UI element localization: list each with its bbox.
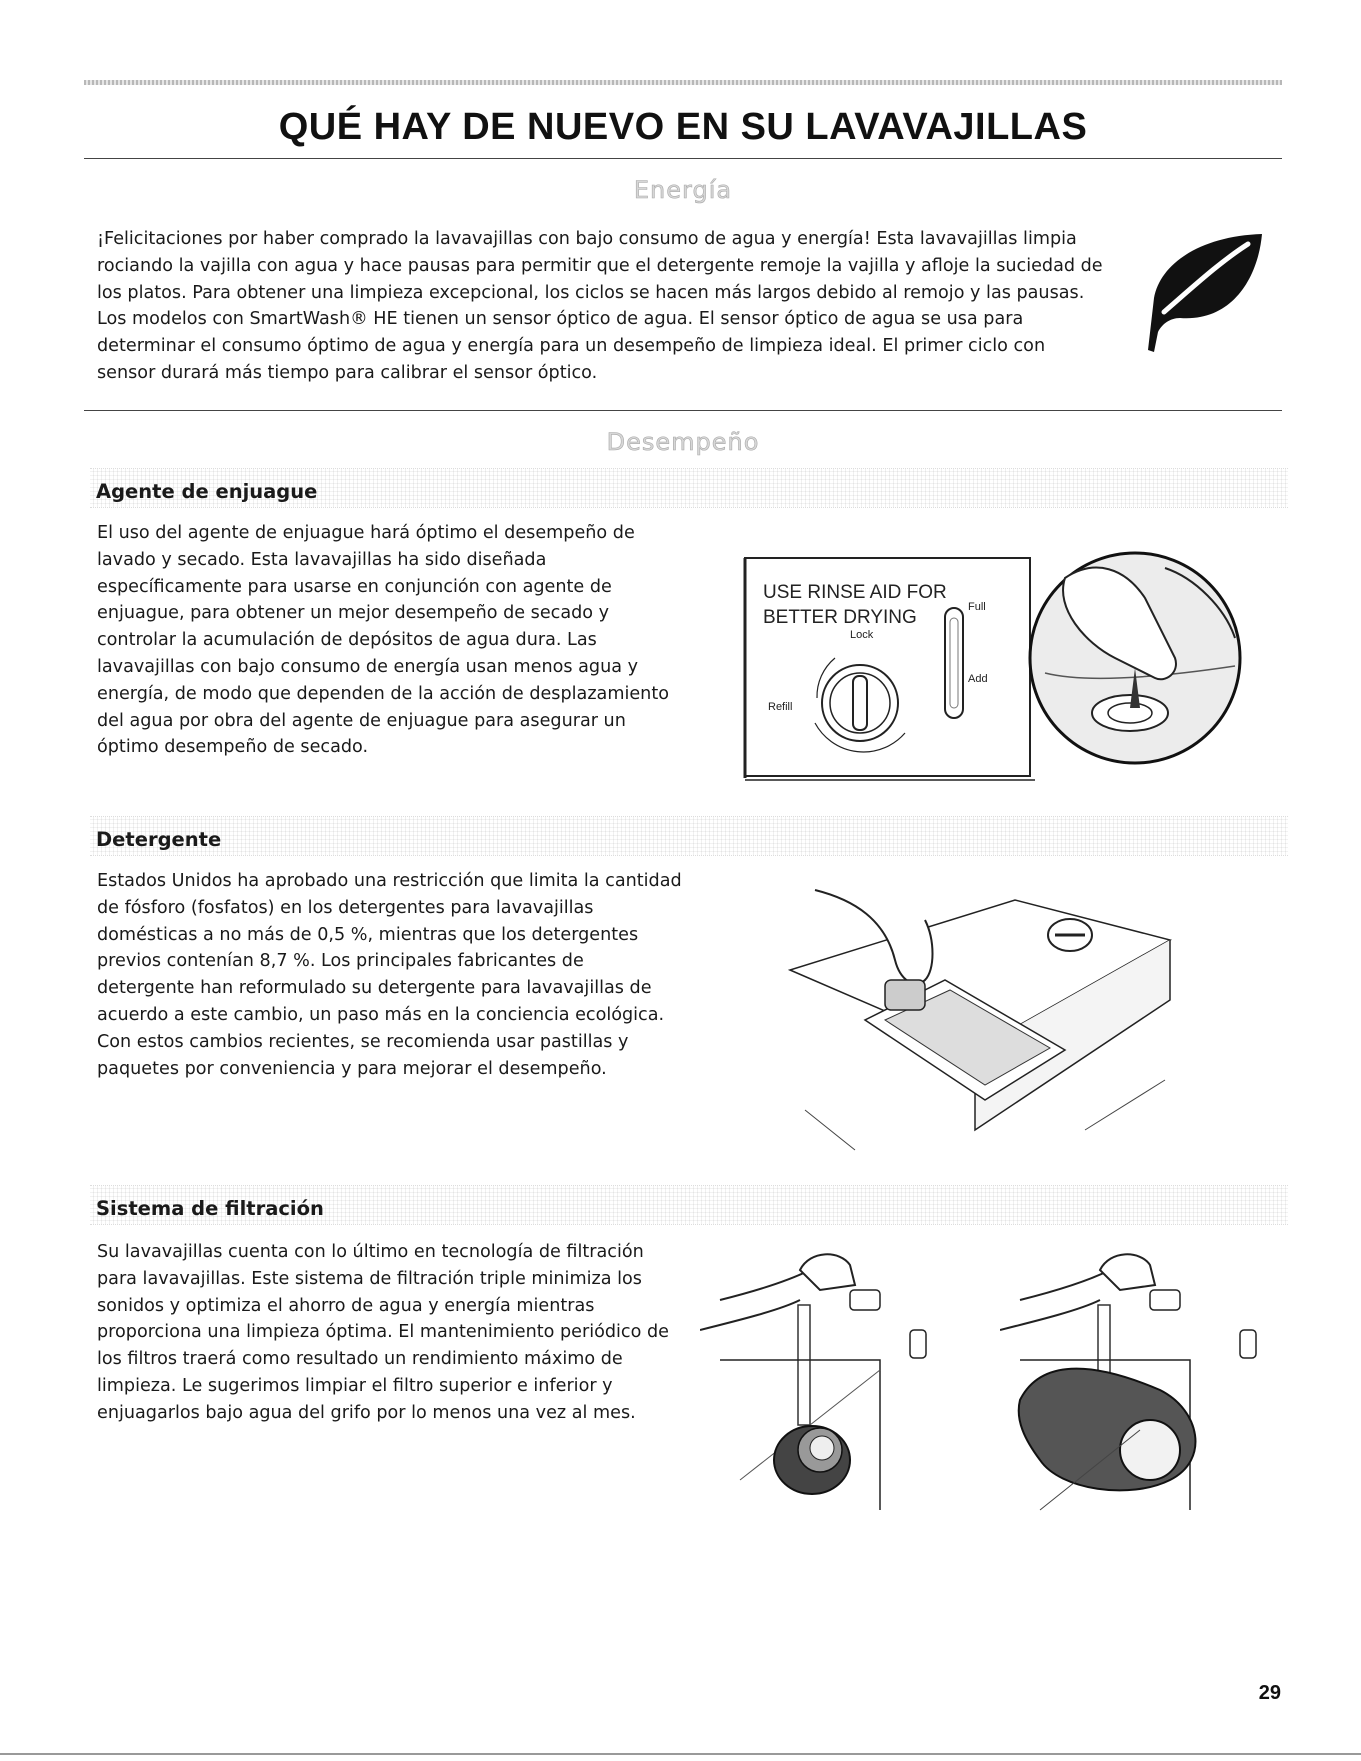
subheading-bar-detergent <box>90 816 1288 856</box>
section-divider <box>84 410 1282 411</box>
lower-filter-rinse-figure <box>1000 1250 1290 1520</box>
section-heading-desempeno: Desempeño <box>606 428 760 456</box>
gauge-full-label: Full <box>968 601 986 613</box>
cap-lock-label: Lock <box>850 629 874 641</box>
rinse-aid-dispenser-figure <box>735 548 1275 788</box>
page-number: 29 <box>1258 1682 1281 1704</box>
rinse-aid-paragraph: El uso del agente de enjuague hará óptimo el desempeño de lavado y secado. Esta lavavajillas ha sido diseñada específicamente para usarse en conjunción con agente de enjuague, para obtener un mejor desempeño de secado y controlar la acumulación de depósitos de agua dura. Las lavavajillas con bajo consumo de energía usan menos agua y energía, de modo que dependen de la acción de desplazamiento del agua por obra del agente de enjuague para asegurar un óptimo desempeño de secado. <box>97 523 669 758</box>
detergent-dispenser-figure <box>785 880 1175 1160</box>
panel-text-line1: USE RINSE AID FOR <box>763 582 947 603</box>
title-divider <box>84 158 1282 159</box>
subheading-bar-filtration <box>90 1185 1288 1225</box>
leaf-icon <box>1140 228 1266 358</box>
subheading-bar-rinse <box>90 468 1288 508</box>
filtration-paragraph: Su lavavajillas cuenta con lo último en tecnología de filtración para lavavajillas. Este sistema de filtración triple minimiza los sonidos y optimiza el ahorro de agua y energía mientras proporciona una limpieza óptima. El mantenimiento periódico de los filtros traerá como resultado un rendimiento máximo de limpieza. Le sugerimos limpiar el filtro superior e inferior y enjuagarlos bajo agua del grifo por lo menos una vez al mes. <box>97 1242 669 1423</box>
panel-text-line2: BETTER DRYING <box>763 607 917 628</box>
top-decorative-rule <box>84 80 1282 85</box>
energia-paragraph: ¡Felicitaciones por haber comprado la lavavajillas con bajo consumo de agua y energía! Esta lavavajillas limpia rociando la vajilla con agua y hace pausas para permitir que el detergente remoje la vajilla y afloje la suciedad de los platos. Para obtener una limpieza excepcional, los ciclos se hacen más largos debido al remojo y las pausas. Los modelos con SmartWash® HE tienen un sensor óptico de agua. El sensor óptico de agua se usa para determinar el consumo óptimo de agua y energía para un desempeño de limpieza ideal. El primer ciclo con sensor durará más tiempo para calibrar el sensor óptico. <box>97 229 1103 383</box>
subheading-rinse-aid: Agente de enjuague <box>96 480 318 503</box>
section-heading-energia: Energía <box>633 176 733 204</box>
subheading-filtration: Sistema de filtración <box>96 1197 324 1220</box>
page-bottom-edge <box>0 1753 1361 1755</box>
subheading-detergent: Detergente <box>96 828 222 851</box>
upper-filter-rinse-figure <box>700 1250 1000 1520</box>
page-title: QUÉ HAY DE NUEVO EN SU LAVAVAJILLAS <box>278 106 1088 148</box>
gauge-add-label: Add <box>968 673 988 685</box>
cap-refill-label: Refill <box>768 701 793 713</box>
detergent-paragraph: Estados Unidos ha aprobado una restricción que limita la cantidad de fósforo (fosfatos) en los detergentes para lavavajillas domésticas a no más de 0,5 %, mientras que los detergentes previos contenían 8,7 %. Los principales fabricantes de detergente han reformulado su detergente para lavavajillas de acuerdo a este cambio, un paso más en la conciencia ecológica. Con estos cambios recientes, se recomienda usar pastillas y paquetes por conveniencia y para mejorar el desempeño. <box>97 871 682 1079</box>
